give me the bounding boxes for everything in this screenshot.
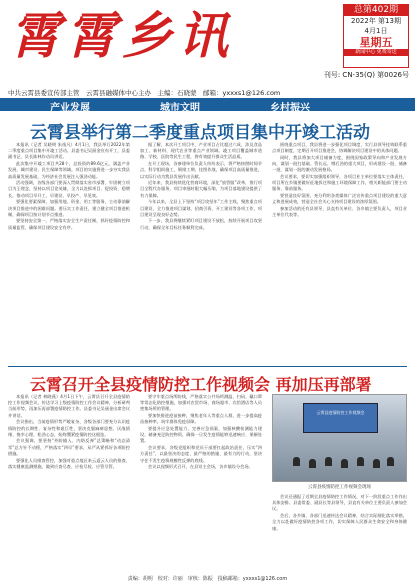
paragraph: 近年来，我县持续优化营商环境，深化“放管服”改革，推行项目全程代办服务，项目审批时限大幅压缩，为项目落地建设提供了有力保障。: [140, 180, 262, 198]
paragraph: 参加活动的还有县领导，县直有关单位、各乡镇主要负责人，项目业主单位代表等。: [272, 206, 407, 218]
publisher-info: 中共云霄县委宣传部主管 云霄县融媒体中心主办 主编：石晓蒙 邮箱：yxxxs1@126.com: [8, 89, 281, 97]
photo-caption: 云霄县疫情防控工作视频会现场: [308, 485, 371, 490]
paragraph: 要提升应急处置能力，完善应急预案，加强核酸检测能力建设，储备充足防控物资，确保一旦发生疫情能够迅速响应、果断处置。: [140, 426, 262, 444]
paragraph: 会议要求，要切实加强组织领导，各项目业主单位要落实主体责任，项目所在乡镇要做好征地拆迁和施工环境保障工作，相关职能部门要主动服务、靠前服务。: [272, 174, 407, 192]
article1-column-2: [140, 142, 262, 362]
paragraph: 在开工现场，各参建单位负责人纷纷表示，将严格按照时间节点，科学组织施工，倒排工期、挂图作战，确保项目高质量推进，以实际行动为我县发展作出贡献。: [140, 161, 262, 179]
paragraph: 下一步，我县将继续紧盯项目建设不放松，持续开展项目攻坚行动，确保全年目标任务顺利完成。: [140, 218, 262, 230]
paragraph: 本报讯（记者 吴晓明 朱逸凡）4月1日，我县举行2022年第二季度重点项目集中开竣工活动。县委书记吴丽金宣布开工，县委副书记、县长陈林作动员讲话。: [8, 142, 130, 160]
masthead: [0, 0, 415, 72]
issue-total: 总第402期: [344, 5, 408, 16]
paragraph: 要加快推进疫苗接种，聚焦老年人等重点人群，进一步提高疫苗接种率，筑牢群体免疫屏障。: [140, 413, 262, 425]
paragraph: 会议要求，各级党组织和党员干部要扛起政治责任，压实“四方责任”，以最坚决的态度、最严格的措施、最有力的行动，坚决守住不发生疫情规模性反弹的底线。: [140, 445, 262, 463]
paragraph: 要强化要素保障，加强用地、资金、用工等服务，主动靠前解决项目推进中的困难问题。要压实工作责任，建立健全项目推进机制，确保项目按计划节点推进。: [8, 199, 130, 217]
article2-column-3: [272, 494, 407, 574]
paragraph: 本报讯（记者 林晓燕）4月1日下午，云霄县召开全县疫情防控工作视频会议，传达学习上级疫情防控工作会议精神，分析研判当前形势，再加压再部署疫情防控工作。县委书记吴丽金出席会议并讲话。: [8, 394, 130, 418]
meeting-screen: [303, 403, 378, 433]
paragraph: 会议以视频形式召开，在县设主会场，各乡镇设分会场。: [148, 464, 253, 470]
article2-column-2: [140, 394, 262, 574]
paragraph: 会议指出，当前疫情形势严峻复杂，各级各部门要充分认识疫情防控的长期性、复杂性和艰巨性，坚决克服麻痹思想、厌战情绪、侥幸心理、松劲心态，始终绷紧疫情防控这根弦。: [8, 419, 130, 437]
section-bar: [0, 98, 415, 114]
paragraph: 要守牢重点场所防线，严格落实公共场所测温、扫码、戴口罩等常态化防控措施，加强对农贸市场、商场超市、宾馆酒店等人员密集场所的管理。: [140, 394, 262, 412]
section-item-civility[interactable]: 城市文明: [160, 103, 200, 114]
paragraph: 要坚持安全第一，严格落实安全生产责任制，抓好疫情防控和质量监管，确保项目建设安全有序。: [8, 218, 130, 230]
attendee-figure: [309, 459, 316, 468]
cn-code: 刊号: CN-35(Q) 第0026号: [323, 71, 409, 79]
paragraph: 要营造良好氛围，充分利用各类媒体广泛宣传重点项目建设的重大意义和进展成效，营造全社会关心支持项目建设的浓厚氛围。: [272, 193, 407, 205]
attendee-figure: [387, 457, 394, 466]
paragraph: 会后，各乡镇、各部门迅速传达会议精神，结合实际细化落实举措，全力以赴做好疫情防控各项工作，切实保障人民群众生命安全和身体健康。: [272, 513, 407, 531]
paragraph: 围绕重点项目，我县将进一步强化项目调度，实行县领导挂钩联系重点项目制度，定期召开项目推进会，协调解决项目建设中的具体问题。: [272, 142, 407, 154]
issue-info-box: [343, 4, 409, 68]
paragraph: 此次集中开竣工项目共28个，总投资约89.6亿元，涵盖产业发展、城市建设、民生保障等领域。项目的实施将进一步夯实我县高质量发展基础，为经济社会发展注入强劲动能。: [8, 161, 130, 179]
page-footer: 责编：胡明 校对：许丽 审核：陈振 投稿邮箱：yxxxs1@126.com: [127, 576, 288, 582]
article1-headline: 云霄县举行第二季度重点项目集中开竣工活动: [30, 123, 370, 143]
paragraph: 会议强调，要坚持“外防输入、内防反弹”总策略和“动态清零”总方针不动摇，严格落实“四早”要求，从严从紧抓好各项防控措施。: [8, 438, 130, 456]
issue-note: 新闻中心 免费寄送: [344, 49, 408, 56]
article2-column-1: [8, 394, 130, 574]
attendee-figure: [373, 459, 380, 468]
article2-headline: 云霄召开全县疫情防控工作视频会 再加压再部署: [30, 375, 372, 394]
paragraph: 活动强调，各级各部门要深入贯彻落实省市部署，牢固树立项目为王理念，坚持以项目论英雄，全力以赴抓项目、促投资、稳增长，推动项目早开工、早建设、早投产、早见效。: [8, 180, 130, 198]
meeting-photo: [272, 394, 407, 482]
issue-year: 2022年 第13期: [351, 17, 401, 25]
paragraph: 要强化人员排查管控，加强对重点地区来云返云人员的排查，落实健康监测措施，做到应查尽查、应检尽检、应管尽管。: [8, 457, 130, 469]
article1-column-1: [8, 142, 130, 362]
section-item-industry[interactable]: 产业发展: [50, 103, 90, 114]
newspaper-brand-logo: 霄霄乡讯: [10, 6, 234, 65]
attendee-figure: [357, 457, 364, 466]
paragraph: 今年以来，全县上下坚持“项目攻坚年”工作主线，聚焦重点项目建设，全力推进项目谋划、招商引资、开工建设等各项工作，项目建设呈现良好态势。: [140, 199, 262, 217]
section-divider: [8, 366, 407, 367]
article1-column-3: [272, 142, 407, 362]
attendee-figure: [325, 457, 332, 466]
issue-weekday: 星期五: [359, 36, 393, 49]
attendee-figure: [341, 459, 348, 468]
section-item-rural[interactable]: 乡村振兴: [270, 103, 310, 114]
paragraph: 同时，我县将加大项目储备力度，围绕国家政策导向和产业发展方向，谋划一批打基础、管长远、增后劲的重大项目，形成建设一批、储备一批、谋划一批的滚动发展格局。: [272, 154, 407, 173]
paragraph: 据了解，本次开工项目中，产业项目占比超过六成，涉及食品加工、新材料、现代农业等重点产业领域。竣工项目覆盖城市道路、学校、医院等民生工程，将有效提升群众生活品质。: [140, 142, 262, 160]
attendee-figure: [293, 457, 300, 466]
paragraph: 会议还通报了近期全县疫情防控工作情况，对下一阶段重点工作作出具体安排。县委常委、副县长等县领导，县直有关单位主要负责人参加会议。: [272, 494, 407, 512]
meeting-screen-text: 云霄县疫情防控工作视频会: [316, 410, 365, 415]
issue-date: 4月1日: [364, 27, 388, 35]
